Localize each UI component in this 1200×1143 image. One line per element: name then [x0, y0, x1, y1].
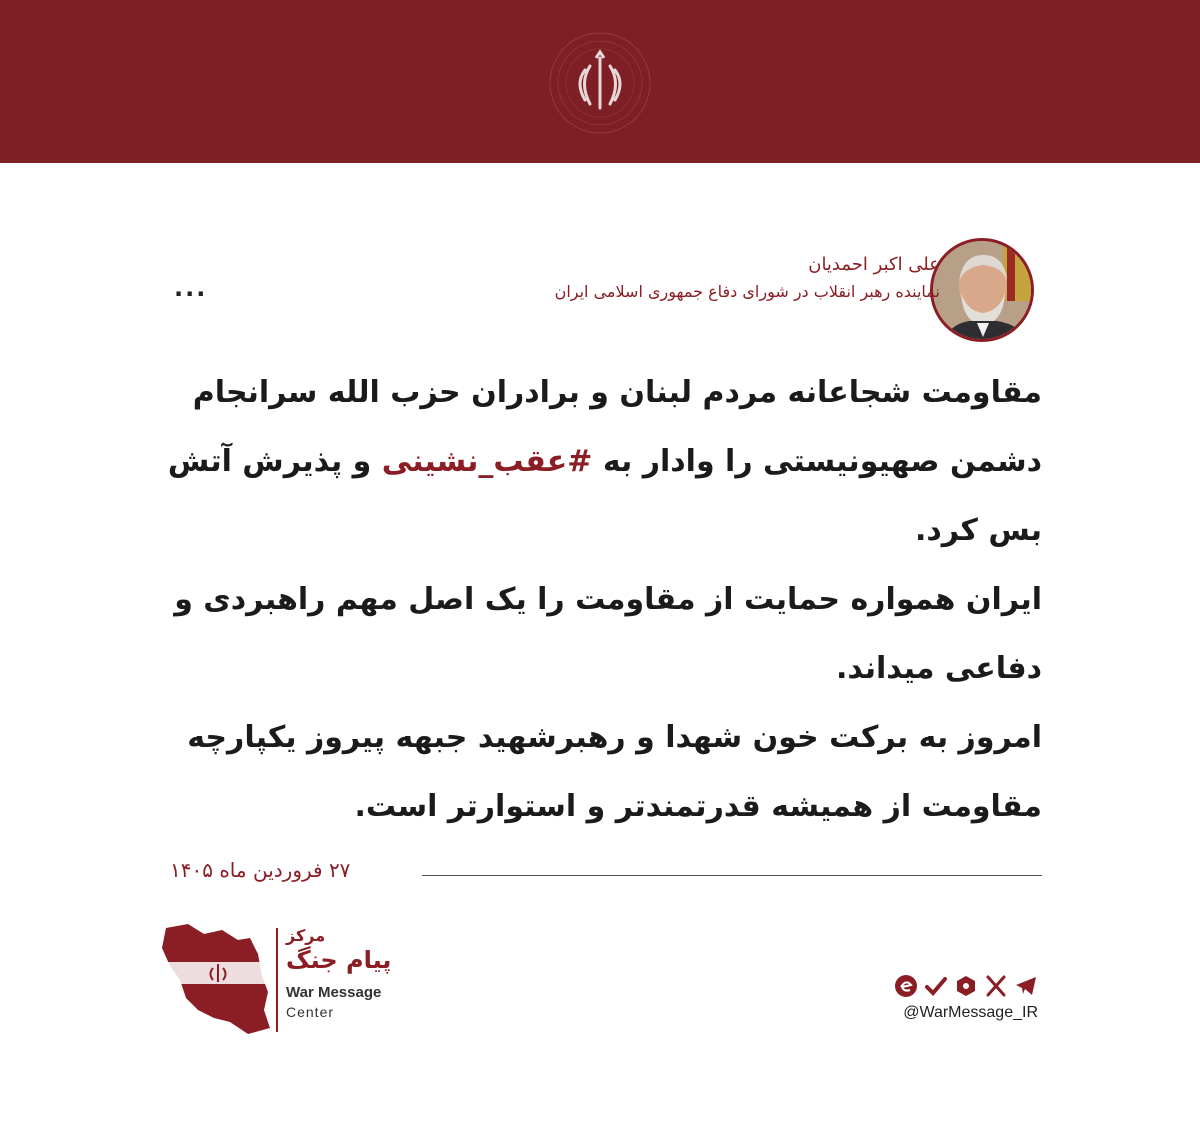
emblem-icon — [545, 28, 655, 138]
logo-text-en-1: War Message — [286, 984, 382, 1001]
logo-divider — [276, 928, 278, 1032]
x-icon[interactable] — [984, 974, 1008, 998]
hashtag-link[interactable]: #عقب_نشینی — [381, 444, 593, 479]
logo-text-en-2: Center — [286, 1004, 335, 1020]
author-avatar — [930, 238, 1034, 342]
author-role: نماینده رهبر انقلاب در شورای دفاع جمهوری اسلامی ایران — [554, 282, 940, 301]
post-date: ۲۷ فروردین ماه ۱۴۰۵ — [170, 858, 351, 882]
header-banner — [0, 0, 1200, 163]
more-options-button[interactable]: ... — [174, 274, 208, 302]
brand-logo — [158, 918, 398, 1038]
social-handle[interactable]: @WarMessage_IR — [903, 1004, 1038, 1021]
post-body — [150, 358, 1042, 841]
post-paragraph: امروز به برکت خون شهدا و رهبرشهید جبهه پیروز یکپارچه مقاومت از همیشه قدرتمندتر و استوارتر است. — [187, 720, 1042, 824]
eitaa-icon[interactable] — [894, 974, 918, 998]
post-paragraph: ایران همواره حمایت از مقاومت را یک اصل مهم راهبردی و دفاعی میداند. — [174, 582, 1042, 686]
portrait-icon — [933, 241, 1034, 342]
logo-text-fa-2: پیام جنگ — [286, 946, 392, 974]
post-paragraph — [150, 358, 1042, 565]
telegram-icon[interactable] — [1014, 974, 1038, 998]
post-card — [150, 230, 1050, 910]
post-text: مقاومت شجاعانه مردم لبنان و برادران حزب الله سرانجام دشمن صهیونیستی را وادار به — [192, 375, 1042, 479]
author-name: علی اکبر احمدیان — [808, 254, 940, 275]
iran-map-icon — [158, 918, 274, 1038]
divider — [422, 875, 1042, 876]
logo-text-fa-1: مرکز — [286, 926, 326, 945]
social-icons — [888, 972, 1038, 1000]
rubika-icon[interactable] — [954, 974, 978, 998]
post-text: و پذیرش آتش بس کرد. — [167, 444, 1042, 548]
date-line — [160, 858, 1042, 888]
check-icon[interactable] — [924, 974, 948, 998]
